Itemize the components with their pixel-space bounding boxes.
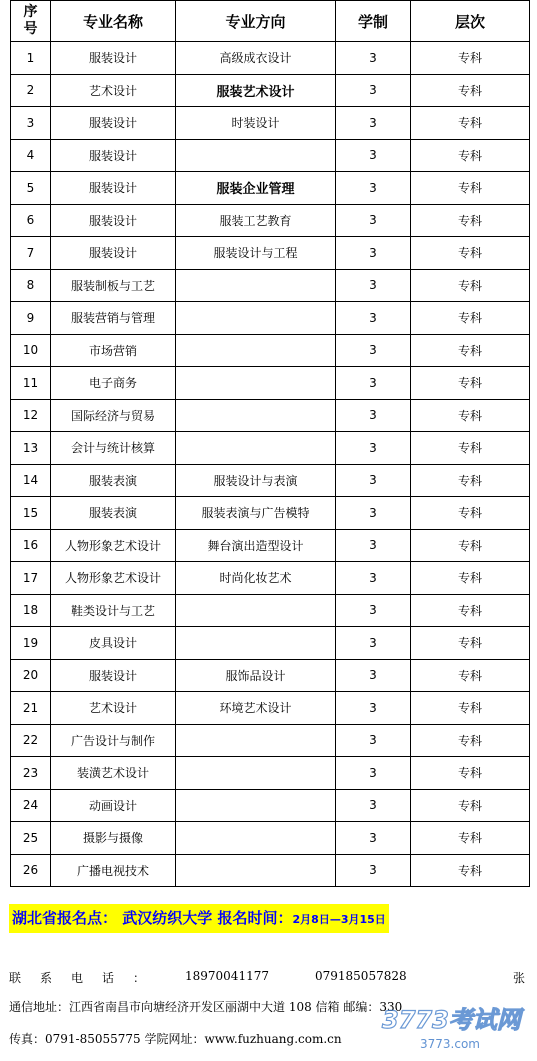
- table-row: [11, 399, 530, 432]
- row-number: 2: [11, 74, 51, 107]
- direction-cell: 高级成衣设计: [176, 42, 336, 75]
- major-name-cell: 服装设计: [51, 659, 176, 692]
- major-name-cell: 服装设计: [51, 107, 176, 140]
- row-number: 9: [11, 302, 51, 335]
- banner-time-label: 报名时间：: [217, 909, 293, 927]
- level-cell: 专科: [411, 757, 530, 790]
- direction-cell: 服饰品设计: [176, 659, 336, 692]
- years-cell: 3: [336, 464, 411, 497]
- table-row: [11, 432, 530, 465]
- major-name-cell: 服装设计: [51, 42, 176, 75]
- site-watermark-logo: [376, 998, 526, 1054]
- years-cell: 3: [336, 562, 411, 595]
- level-cell: 专科: [411, 172, 530, 205]
- table-row: [11, 529, 530, 562]
- table-row: [11, 562, 530, 595]
- years-cell: 3: [336, 302, 411, 335]
- direction-cell: 舞台演出造型设计: [176, 529, 336, 562]
- major-name-cell: 会计与统计核算: [51, 432, 176, 465]
- direction-cell: [176, 302, 336, 335]
- row-number: 24: [11, 789, 51, 822]
- years-cell: 3: [336, 627, 411, 660]
- major-name-cell: 服装设计: [51, 139, 176, 172]
- table-row: [11, 724, 530, 757]
- level-cell: 专科: [411, 432, 530, 465]
- level-cell: 专科: [411, 399, 530, 432]
- direction-cell: 时尚化妆艺术: [176, 562, 336, 595]
- level-cell: 专科: [411, 562, 530, 595]
- years-cell: 3: [336, 172, 411, 205]
- years-cell: 3: [336, 107, 411, 140]
- row-number: 3: [11, 107, 51, 140]
- level-cell: 专科: [411, 204, 530, 237]
- row-number: 26: [11, 854, 51, 887]
- svg-text:3773.com: 3773.com: [420, 1037, 480, 1051]
- major-name-cell: 人物形象艺术设计: [51, 562, 176, 595]
- table-row: [11, 74, 530, 107]
- table-row: [11, 822, 530, 855]
- years-cell: 3: [336, 432, 411, 465]
- row-number: 10: [11, 334, 51, 367]
- table-row: [11, 789, 530, 822]
- table-row: [11, 42, 530, 75]
- table-row: [11, 269, 530, 302]
- years-cell: 3: [336, 42, 411, 75]
- table-row: [11, 367, 530, 400]
- address-line: 通信地址：江西省南昌市向塘经济开发区丽湖中大道 108 信箱 邮编：330: [9, 1000, 403, 1014]
- major-name-cell: 摄影与摄像: [51, 822, 176, 855]
- level-cell: 专科: [411, 269, 530, 302]
- level-cell: 专科: [411, 692, 530, 725]
- row-number: 23: [11, 757, 51, 790]
- fax-website-line: 传真：0791-85055775 学院网址：www.fuzhuang.com.cn: [9, 1032, 342, 1046]
- years-cell: 3: [336, 659, 411, 692]
- contact-name: 张: [513, 971, 526, 985]
- level-cell: 专科: [411, 724, 530, 757]
- major-name-cell: 服装设计: [51, 237, 176, 270]
- table-row: [11, 692, 530, 725]
- direction-cell: [176, 789, 336, 822]
- level-cell: 专科: [411, 74, 530, 107]
- years-cell: 3: [336, 724, 411, 757]
- level-cell: 专科: [411, 237, 530, 270]
- table-body: [11, 42, 530, 887]
- direction-cell: [176, 139, 336, 172]
- level-cell: 专科: [411, 107, 530, 140]
- major-name-cell: 人物形象艺术设计: [51, 529, 176, 562]
- years-cell: 3: [336, 269, 411, 302]
- table-row: [11, 497, 530, 530]
- row-number: 17: [11, 562, 51, 595]
- table-row: [11, 334, 530, 367]
- table-row: [11, 139, 530, 172]
- header-direction: 专业方向: [176, 1, 336, 42]
- years-cell: 3: [336, 367, 411, 400]
- level-cell: 专科: [411, 529, 530, 562]
- years-cell: 3: [336, 74, 411, 107]
- level-cell: 专科: [411, 659, 530, 692]
- registration-banner: [9, 904, 389, 933]
- direction-cell: [176, 432, 336, 465]
- table-row: [11, 594, 530, 627]
- table-header-row: [11, 1, 530, 42]
- direction-cell: 环境艺术设计: [176, 692, 336, 725]
- direction-cell: [176, 269, 336, 302]
- row-number: 4: [11, 139, 51, 172]
- major-name-cell: 服装表演: [51, 464, 176, 497]
- row-number: 13: [11, 432, 51, 465]
- row-number: 1: [11, 42, 51, 75]
- years-cell: 3: [336, 822, 411, 855]
- direction-cell: [176, 399, 336, 432]
- table-row: [11, 659, 530, 692]
- level-cell: 专科: [411, 789, 530, 822]
- major-name-cell: 服装制板与工艺: [51, 269, 176, 302]
- direction-cell: [176, 854, 336, 887]
- direction-cell: 时装设计: [176, 107, 336, 140]
- row-number: 7: [11, 237, 51, 270]
- major-name-cell: 皮具设计: [51, 627, 176, 660]
- level-cell: 专科: [411, 497, 530, 530]
- direction-cell: [176, 757, 336, 790]
- header-level: 层次: [411, 1, 530, 42]
- banner-time-value: 2月8日—3月15日: [292, 913, 386, 926]
- level-cell: 专科: [411, 302, 530, 335]
- table-row: [11, 237, 530, 270]
- major-name-cell: 国际经济与贸易: [51, 399, 176, 432]
- contact-phone-line: [9, 969, 529, 986]
- major-name-cell: 广播电视技术: [51, 854, 176, 887]
- major-name-cell: 动画设计: [51, 789, 176, 822]
- major-name-cell: 服装设计: [51, 204, 176, 237]
- direction-cell: [176, 627, 336, 660]
- years-cell: 3: [336, 399, 411, 432]
- major-name-cell: 艺术设计: [51, 74, 176, 107]
- row-number: 15: [11, 497, 51, 530]
- years-cell: 3: [336, 757, 411, 790]
- direction-cell: 服装工艺教育: [176, 204, 336, 237]
- table-row: [11, 172, 530, 205]
- level-cell: 专科: [411, 367, 530, 400]
- row-number: 12: [11, 399, 51, 432]
- major-name-cell: 服装营销与管理: [51, 302, 176, 335]
- table-row: [11, 464, 530, 497]
- level-cell: 专科: [411, 627, 530, 660]
- level-cell: 专科: [411, 42, 530, 75]
- years-cell: 3: [336, 529, 411, 562]
- direction-cell: 服装表演与广告模特: [176, 497, 336, 530]
- svg-text:3773考试网: 3773考试网: [382, 1006, 521, 1034]
- row-number: 8: [11, 269, 51, 302]
- major-name-cell: 服装表演: [51, 497, 176, 530]
- table-row: [11, 854, 530, 887]
- years-cell: 3: [336, 204, 411, 237]
- major-name-cell: 艺术设计: [51, 692, 176, 725]
- direction-cell: 服装艺术设计: [176, 74, 336, 107]
- phone-number-2: 079185057828: [315, 969, 407, 983]
- direction-cell: [176, 822, 336, 855]
- level-cell: 专科: [411, 464, 530, 497]
- row-number: 20: [11, 659, 51, 692]
- table-row: [11, 107, 530, 140]
- major-name-cell: 电子商务: [51, 367, 176, 400]
- level-cell: 专科: [411, 854, 530, 887]
- years-cell: 3: [336, 139, 411, 172]
- phone-label: 联系电话：: [9, 971, 165, 985]
- level-cell: 专科: [411, 822, 530, 855]
- row-number: 14: [11, 464, 51, 497]
- years-cell: 3: [336, 692, 411, 725]
- row-number: 19: [11, 627, 51, 660]
- table-row: [11, 204, 530, 237]
- direction-cell: [176, 334, 336, 367]
- row-number: 22: [11, 724, 51, 757]
- direction-cell: 服装设计与工程: [176, 237, 336, 270]
- major-name-cell: 鞋类设计与工艺: [51, 594, 176, 627]
- table-row: [11, 627, 530, 660]
- row-number: 25: [11, 822, 51, 855]
- years-cell: 3: [336, 854, 411, 887]
- years-cell: 3: [336, 789, 411, 822]
- level-cell: 专科: [411, 594, 530, 627]
- direction-cell: [176, 724, 336, 757]
- direction-cell: 服装设计与表演: [176, 464, 336, 497]
- banner-school: 武汉纺织大学: [122, 909, 213, 927]
- major-name-cell: 服装设计: [51, 172, 176, 205]
- direction-cell: [176, 367, 336, 400]
- years-cell: 3: [336, 594, 411, 627]
- major-name-cell: 广告设计与制作: [51, 724, 176, 757]
- level-cell: 专科: [411, 139, 530, 172]
- header-seq: 序 号: [11, 1, 51, 42]
- row-number: 18: [11, 594, 51, 627]
- row-number: 6: [11, 204, 51, 237]
- table-row: [11, 302, 530, 335]
- major-name-cell: 装潢艺术设计: [51, 757, 176, 790]
- level-cell: 专科: [411, 334, 530, 367]
- header-major-name: 专业名称: [51, 1, 176, 42]
- phone-number-1: 18970041177: [185, 969, 269, 983]
- majors-table: [10, 0, 530, 887]
- years-cell: 3: [336, 237, 411, 270]
- major-name-cell: 市场营销: [51, 334, 176, 367]
- row-number: 11: [11, 367, 51, 400]
- direction-cell: [176, 594, 336, 627]
- table-row: [11, 757, 530, 790]
- row-number: 16: [11, 529, 51, 562]
- years-cell: 3: [336, 334, 411, 367]
- years-cell: 3: [336, 497, 411, 530]
- row-number: 21: [11, 692, 51, 725]
- banner-label: 湖北省报名点：: [12, 909, 118, 927]
- header-years: 学制: [336, 1, 411, 42]
- direction-cell: 服装企业管理: [176, 172, 336, 205]
- row-number: 5: [11, 172, 51, 205]
